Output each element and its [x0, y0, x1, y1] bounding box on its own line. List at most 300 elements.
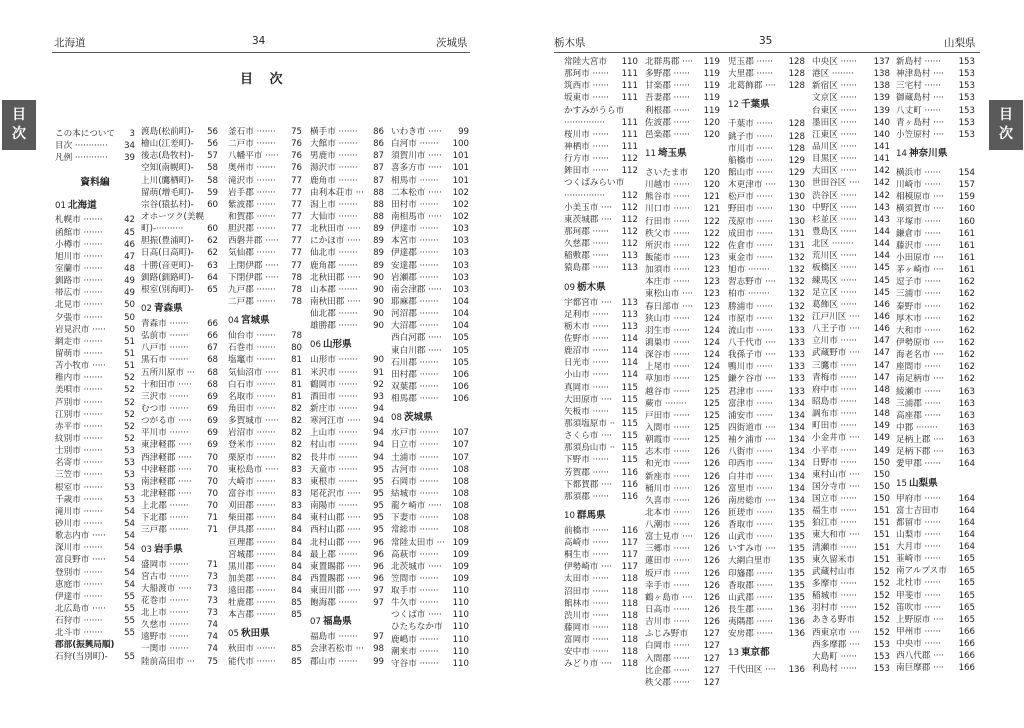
toc-entry[interactable] [228, 175, 302, 187]
toc-entry[interactable] [564, 610, 638, 622]
toc-entry[interactable] [141, 199, 218, 211]
toc-entry[interactable] [564, 333, 638, 345]
toc-entry[interactable] [645, 592, 720, 604]
toc-entry[interactable] [55, 348, 135, 360]
toc-entry[interactable] [564, 598, 638, 610]
toc-entry[interactable] [728, 155, 805, 167]
toc-entry[interactable] [391, 597, 469, 609]
toc-entry[interactable] [228, 512, 302, 524]
toc-entry[interactable] [645, 325, 720, 337]
toc-entry[interactable] [141, 284, 218, 296]
toc-entry[interactable] [391, 296, 469, 308]
toc-entry[interactable] [812, 347, 890, 359]
toc-entry[interactable] [310, 415, 384, 427]
toc-entry[interactable] [728, 264, 805, 276]
toc-entry[interactable] [564, 357, 638, 369]
toc-entry[interactable] [564, 442, 638, 454]
toc-entry[interactable] [812, 92, 890, 104]
toc-entry[interactable] [564, 394, 638, 406]
toc-entry[interactable] [310, 643, 384, 655]
toc-entry[interactable] [141, 260, 218, 272]
toc-entry[interactable] [896, 529, 975, 541]
toc-entry[interactable] [310, 464, 384, 476]
toc-entry[interactable] [310, 476, 384, 488]
toc-entry[interactable] [391, 126, 469, 138]
toc-entry[interactable] [812, 372, 890, 384]
toc-entry[interactable] [645, 495, 720, 507]
toc-entry[interactable] [645, 531, 720, 543]
toc-entry[interactable] [896, 458, 975, 470]
toc-entry[interactable] [391, 138, 469, 150]
toc-entry[interactable] [564, 537, 638, 549]
toc-entry[interactable] [310, 150, 384, 162]
toc-entry[interactable] [896, 662, 975, 674]
toc-entry[interactable] [896, 349, 975, 361]
toc-entry[interactable] [141, 150, 218, 162]
toc-entry[interactable] [391, 345, 469, 357]
toc-entry[interactable] [645, 677, 720, 689]
toc-entry[interactable] [391, 393, 469, 405]
toc-entry[interactable] [391, 452, 469, 464]
toc-entry[interactable] [896, 493, 975, 505]
toc-entry[interactable] [310, 284, 384, 296]
toc-entry[interactable] [812, 190, 890, 202]
toc-entry[interactable] [228, 126, 302, 138]
toc-entry[interactable] [896, 203, 975, 215]
toc-entry[interactable] [812, 432, 890, 444]
toc-entry[interactable] [228, 138, 302, 150]
toc-entry[interactable] [812, 360, 890, 372]
toc-entry[interactable] [55, 275, 135, 287]
toc-entry[interactable] [564, 92, 638, 104]
toc-entry[interactable] [645, 361, 720, 373]
toc-entry[interactable] [228, 379, 302, 391]
toc-entry[interactable] [55, 518, 135, 530]
toc-entry[interactable] [812, 80, 890, 92]
toc-entry[interactable] [55, 567, 135, 579]
toc-entry[interactable] [391, 235, 469, 247]
toc-entry[interactable] [812, 396, 890, 408]
toc-entry[interactable] [728, 422, 805, 434]
toc-entry[interactable] [645, 616, 720, 628]
toc-entry[interactable] [391, 175, 469, 187]
toc-entry[interactable] [812, 639, 890, 651]
toc-entry[interactable] [391, 573, 469, 585]
toc-entry[interactable] [55, 397, 135, 409]
toc-entry[interactable] [812, 627, 890, 639]
toc-entry[interactable] [812, 493, 890, 505]
toc-entry[interactable] [141, 500, 218, 512]
toc-entry[interactable] [728, 373, 805, 385]
toc-entry[interactable] [391, 634, 469, 646]
toc-entry[interactable] [728, 216, 805, 228]
toc-entry[interactable] [564, 321, 638, 333]
toc-entry[interactable] [728, 349, 805, 361]
toc-entry[interactable] [645, 543, 720, 555]
toc-entry[interactable] [55, 651, 135, 663]
toc-entry[interactable] [728, 301, 805, 313]
toc-entry[interactable] [564, 525, 638, 537]
toc-entry[interactable] [564, 297, 638, 309]
section-tab[interactable]: 目 次 [2, 100, 36, 150]
toc-entry[interactable] [896, 167, 975, 179]
toc-entry[interactable] [564, 382, 638, 394]
toc-entry[interactable] [728, 325, 805, 337]
toc-entry[interactable] [391, 537, 469, 549]
toc-entry[interactable] [310, 138, 384, 150]
toc-entry[interactable] [645, 337, 720, 349]
toc-entry[interactable] [564, 658, 638, 670]
toc-entry[interactable] [645, 68, 720, 80]
toc-entry[interactable] [55, 360, 135, 372]
toc-entry[interactable] [728, 446, 805, 458]
toc-entry[interactable] [896, 191, 975, 203]
toc-entry[interactable] [896, 565, 975, 577]
toc-entry[interactable] [55, 372, 135, 384]
toc-entry[interactable] [812, 311, 890, 323]
toc-entry[interactable] [310, 500, 384, 512]
toc-entry[interactable] [812, 56, 890, 68]
toc-entry[interactable] [645, 252, 720, 264]
toc-entry[interactable] [141, 619, 218, 631]
toc-entry[interactable] [55, 227, 135, 239]
toc-entry[interactable] [391, 561, 469, 573]
toc-entry[interactable] [228, 549, 302, 561]
toc-entry[interactable] [564, 129, 638, 141]
toc-entry[interactable] [141, 512, 218, 524]
toc-entry[interactable] [645, 117, 720, 129]
toc-entry[interactable] [812, 202, 890, 214]
toc-entry[interactable] [896, 638, 975, 650]
toc-entry[interactable] [310, 452, 384, 464]
toc-entry[interactable] [228, 439, 302, 451]
toc-entry[interactable] [391, 512, 469, 524]
toc-entry[interactable] [228, 223, 302, 235]
toc-entry[interactable] [896, 337, 975, 349]
toc-entry[interactable] [141, 247, 218, 259]
toc-entry[interactable] [141, 488, 218, 500]
toc-entry[interactable] [310, 211, 384, 223]
toc-entry[interactable] [812, 275, 890, 287]
toc-entry[interactable] [55, 603, 135, 615]
toc-entry[interactable] [645, 373, 720, 385]
toc-entry[interactable] [391, 332, 469, 344]
toc-entry[interactable] [896, 517, 975, 529]
toc-entry[interactable] [564, 561, 638, 573]
toc-entry[interactable] [645, 240, 720, 252]
toc-entry[interactable] [564, 467, 638, 479]
toc-entry[interactable] [391, 223, 469, 235]
toc-entry[interactable] [645, 203, 720, 215]
toc-entry[interactable] [896, 129, 975, 141]
toc-entry[interactable] [728, 386, 805, 398]
toc-entry[interactable] [391, 464, 469, 476]
toc-entry[interactable] [391, 320, 469, 332]
toc-entry[interactable] [310, 247, 384, 259]
toc-entry[interactable] [310, 573, 384, 585]
toc-entry[interactable] [310, 367, 384, 379]
toc-entry[interactable] [812, 141, 890, 153]
toc-entry[interactable] [228, 476, 302, 488]
toc-entry[interactable] [391, 308, 469, 320]
toc-entry[interactable] [896, 398, 975, 410]
toc-entry[interactable] [310, 597, 384, 609]
toc-entry[interactable] [310, 427, 384, 439]
toc-entry[interactable] [391, 476, 469, 488]
toc-entry[interactable] [728, 398, 805, 410]
toc-entry[interactable] [896, 626, 975, 638]
toc-entry[interactable] [645, 80, 720, 92]
toc-entry[interactable] [391, 549, 469, 561]
toc-entry[interactable] [645, 216, 720, 228]
toc-entry[interactable] [310, 308, 384, 320]
toc-entry[interactable] [645, 349, 720, 361]
toc-entry[interactable] [645, 434, 720, 446]
toc-entry[interactable] [812, 323, 890, 335]
toc-entry[interactable] [728, 167, 805, 179]
toc-entry[interactable] [141, 367, 218, 379]
toc-entry[interactable] [228, 524, 302, 536]
toc-entry[interactable] [391, 585, 469, 597]
toc-entry[interactable] [645, 471, 720, 483]
toc-entry[interactable] [645, 519, 720, 531]
toc-entry[interactable] [310, 272, 384, 284]
toc-entry[interactable] [310, 320, 384, 332]
toc-entry[interactable] [228, 427, 302, 439]
toc-entry[interactable] [645, 288, 720, 300]
toc-entry[interactable] [55, 482, 135, 494]
toc-entry[interactable] [728, 240, 805, 252]
toc-entry[interactable] [228, 330, 302, 342]
toc-entry[interactable] [645, 301, 720, 313]
toc-entry[interactable] [896, 117, 975, 129]
toc-entry[interactable] [812, 542, 890, 554]
toc-entry[interactable] [228, 500, 302, 512]
toc-entry[interactable] [812, 287, 890, 299]
toc-entry[interactable] [141, 211, 218, 223]
toc-entry[interactable] [141, 187, 218, 199]
toc-entry[interactable] [564, 479, 638, 491]
toc-entry[interactable] [812, 578, 890, 590]
toc-entry[interactable] [391, 621, 469, 633]
toc-entry[interactable] [141, 272, 218, 284]
toc-entry[interactable] [228, 643, 302, 655]
toc-entry[interactable] [141, 403, 218, 415]
toc-entry[interactable] [896, 590, 975, 602]
toc-entry[interactable] [812, 238, 890, 250]
toc-entry[interactable] [645, 386, 720, 398]
toc-entry[interactable] [228, 272, 302, 284]
toc-entry[interactable] [310, 126, 384, 138]
toc-entry[interactable] [812, 663, 890, 675]
toc-entry[interactable] [141, 476, 218, 488]
toc-entry[interactable] [55, 506, 135, 518]
toc-entry[interactable] [728, 592, 805, 604]
toc-entry[interactable] [141, 607, 218, 619]
toc-entry[interactable] [55, 152, 135, 164]
toc-entry[interactable] [391, 272, 469, 284]
toc-entry[interactable] [141, 318, 218, 330]
toc-entry[interactable] [645, 604, 720, 616]
toc-entry[interactable] [728, 543, 805, 555]
toc-entry[interactable] [228, 561, 302, 573]
toc-entry[interactable] [645, 665, 720, 677]
toc-entry[interactable] [812, 602, 890, 614]
toc-entry[interactable] [728, 458, 805, 470]
toc-entry[interactable] [896, 553, 975, 565]
toc-entry[interactable] [896, 68, 975, 80]
toc-entry[interactable] [812, 554, 890, 566]
toc-entry[interactable] [391, 199, 469, 211]
toc-entry[interactable] [55, 494, 135, 506]
toc-entry[interactable] [141, 126, 218, 138]
toc-entry[interactable] [564, 238, 638, 250]
toc-entry[interactable] [141, 656, 218, 668]
toc-entry[interactable] [728, 68, 805, 80]
toc-entry[interactable] [896, 650, 975, 662]
toc-entry[interactable] [391, 260, 469, 272]
toc-entry[interactable] [55, 433, 135, 445]
toc-entry[interactable] [812, 651, 890, 663]
toc-entry[interactable] [228, 284, 302, 296]
toc-entry[interactable] [728, 288, 805, 300]
toc-entry[interactable] [564, 56, 638, 68]
toc-entry[interactable] [812, 177, 890, 189]
toc-entry[interactable] [228, 452, 302, 464]
toc-entry[interactable] [645, 105, 720, 117]
toc-entry[interactable] [728, 507, 805, 519]
toc-entry[interactable] [728, 604, 805, 616]
toc-entry[interactable] [391, 162, 469, 174]
toc-entry[interactable] [896, 240, 975, 252]
toc-entry[interactable] [55, 128, 135, 140]
toc-entry[interactable] [55, 530, 135, 542]
toc-entry[interactable] [728, 191, 805, 203]
toc-entry[interactable] [645, 56, 720, 68]
toc-entry[interactable] [228, 211, 302, 223]
toc-entry[interactable] [896, 373, 975, 385]
toc-entry[interactable] [812, 165, 890, 177]
toc-entry[interactable] [728, 56, 805, 68]
toc-entry[interactable] [896, 301, 975, 313]
toc-entry[interactable] [812, 153, 890, 165]
toc-entry[interactable] [391, 381, 469, 393]
toc-entry[interactable] [896, 361, 975, 373]
toc-entry[interactable] [728, 555, 805, 567]
toc-entry[interactable] [228, 597, 302, 609]
toc-entry[interactable] [55, 554, 135, 566]
toc-entry[interactable] [896, 602, 975, 614]
toc-entry[interactable] [141, 175, 218, 187]
toc-entry[interactable] [310, 379, 384, 391]
toc-entry[interactable] [141, 138, 218, 150]
section-tab[interactable]: 目 次 [989, 100, 1023, 150]
toc-entry[interactable] [391, 439, 469, 451]
toc-entry[interactable] [812, 529, 890, 541]
toc-entry[interactable] [728, 361, 805, 373]
toc-entry[interactable] [812, 384, 890, 396]
toc-entry[interactable] [645, 129, 720, 141]
toc-entry[interactable] [728, 179, 805, 191]
toc-entry[interactable] [564, 117, 638, 129]
toc-entry[interactable] [228, 260, 302, 272]
toc-entry[interactable] [141, 583, 218, 595]
toc-entry[interactable] [564, 454, 638, 466]
toc-entry[interactable] [645, 228, 720, 240]
toc-entry[interactable] [728, 80, 805, 92]
toc-entry[interactable] [564, 345, 638, 357]
toc-entry[interactable] [645, 446, 720, 458]
toc-entry[interactable] [141, 223, 218, 235]
toc-entry[interactable] [55, 251, 135, 263]
toc-entry[interactable] [896, 446, 975, 458]
toc-entry[interactable] [55, 627, 135, 639]
toc-entry[interactable] [645, 410, 720, 422]
toc-entry[interactable] [141, 427, 218, 439]
toc-entry[interactable] [141, 391, 218, 403]
toc-entry[interactable] [228, 656, 302, 668]
toc-entry[interactable] [55, 214, 135, 226]
toc-entry[interactable] [55, 140, 135, 152]
toc-entry[interactable] [55, 409, 135, 421]
toc-entry[interactable] [55, 324, 135, 336]
toc-entry[interactable] [645, 191, 720, 203]
toc-entry[interactable] [564, 309, 638, 321]
toc-entry[interactable] [228, 488, 302, 500]
toc-entry[interactable] [896, 276, 975, 288]
toc-entry[interactable] [564, 226, 638, 238]
toc-entry[interactable] [141, 631, 218, 643]
toc-entry[interactable] [55, 542, 135, 554]
toc-entry[interactable] [645, 653, 720, 665]
toc-entry[interactable] [55, 263, 135, 275]
toc-entry[interactable] [228, 415, 302, 427]
toc-entry[interactable] [728, 519, 805, 531]
toc-entry[interactable] [896, 288, 975, 300]
toc-entry[interactable] [896, 179, 975, 191]
toc-entry[interactable] [564, 141, 638, 153]
toc-entry[interactable] [645, 313, 720, 325]
toc-entry[interactable] [728, 313, 805, 325]
toc-entry[interactable] [228, 162, 302, 174]
toc-entry[interactable] [728, 252, 805, 264]
toc-entry[interactable] [812, 566, 890, 578]
toc-entry[interactable] [310, 537, 384, 549]
toc-entry[interactable] [310, 187, 384, 199]
toc-entry[interactable] [812, 299, 890, 311]
toc-entry[interactable] [310, 403, 384, 415]
toc-entry[interactable] [812, 457, 890, 469]
toc-entry[interactable] [228, 464, 302, 476]
toc-entry[interactable] [896, 505, 975, 517]
toc-entry[interactable] [310, 235, 384, 247]
toc-entry[interactable] [55, 639, 135, 651]
toc-entry[interactable] [896, 56, 975, 68]
toc-entry[interactable] [228, 367, 302, 379]
toc-entry[interactable] [812, 214, 890, 226]
toc-entry[interactable] [141, 464, 218, 476]
toc-entry[interactable] [55, 579, 135, 591]
toc-entry[interactable] [812, 129, 890, 141]
toc-entry[interactable] [896, 216, 975, 228]
toc-entry[interactable] [310, 391, 384, 403]
toc-entry[interactable] [812, 250, 890, 262]
toc-entry[interactable] [728, 568, 805, 580]
toc-entry[interactable] [645, 264, 720, 276]
toc-entry[interactable] [55, 421, 135, 433]
toc-entry[interactable] [728, 616, 805, 628]
toc-entry[interactable] [812, 590, 890, 602]
